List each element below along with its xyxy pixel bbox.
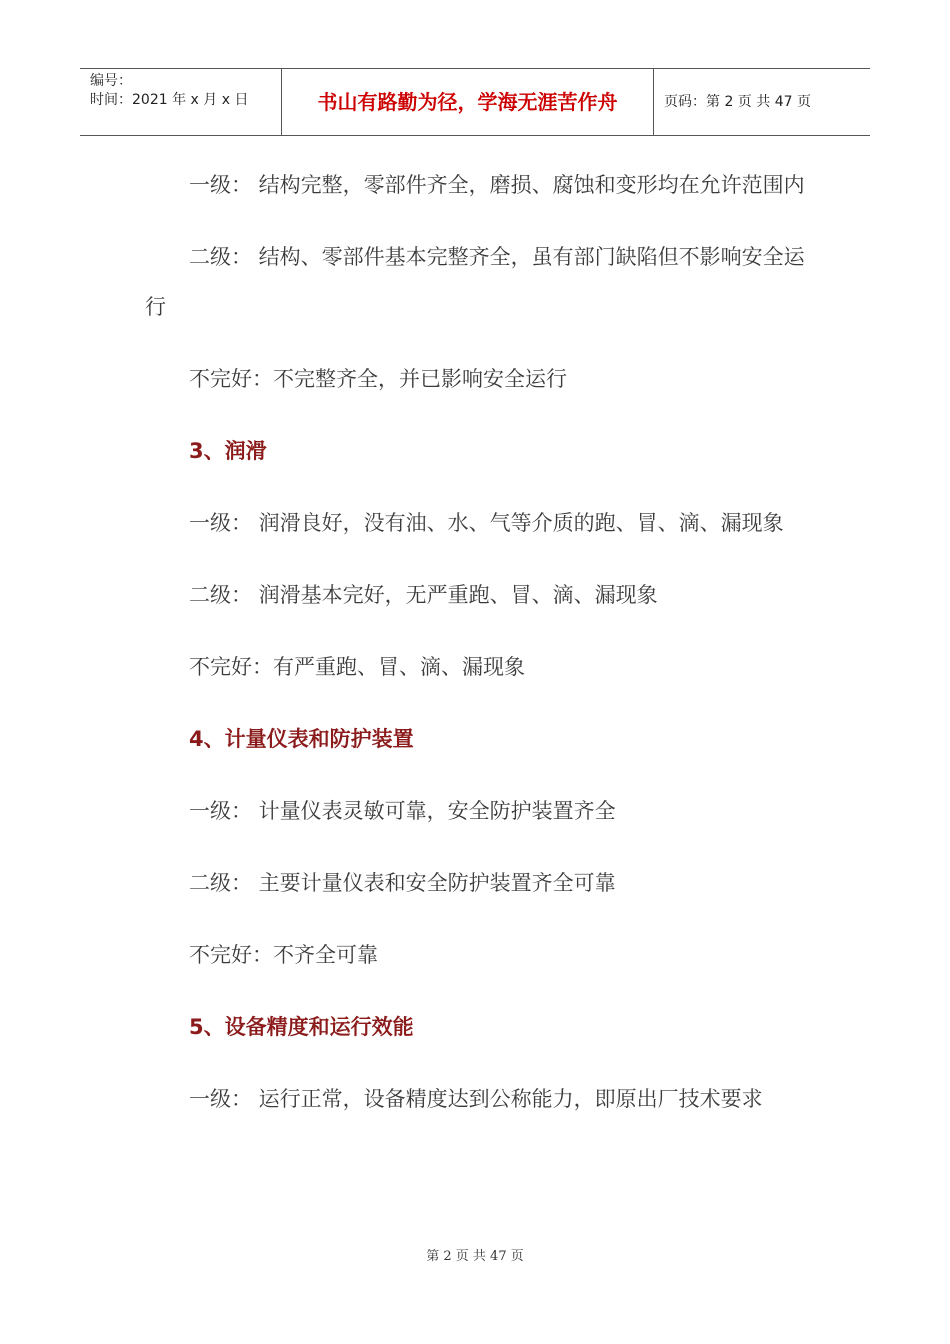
document-body	[145, 160, 805, 1146]
paragraph: 一级： 计量仪表灵敏可靠，安全防护装置齐全	[189, 799, 616, 823]
paragraph: 二级： 结构、零部件基本完整齐全，虽有部门缺陷但不影响安全运行	[145, 245, 805, 319]
section-heading: 4、计量仪表和防护装置	[189, 727, 414, 751]
page-header	[80, 68, 870, 136]
section-heading: 5、设备精度和运行效能	[189, 1015, 414, 1039]
paragraph: 不完好：不齐全可靠	[189, 943, 378, 967]
header-motto: 书山有路勤为径，学海无涯苦作舟	[281, 69, 654, 135]
time-label: 时间：2021 年 x 月 x 日	[90, 92, 249, 108]
page-footer: 第 2 页 共 47 页	[426, 1249, 524, 1264]
header-meta	[80, 69, 281, 135]
paragraph: 二级： 润滑基本完好，无严重跑、冒、滴、漏现象	[189, 583, 658, 607]
section-heading: 3、润滑	[189, 439, 267, 463]
paragraph: 不完好：不完整齐全，并已影响安全运行	[189, 367, 567, 391]
paragraph: 一级： 运行正常，设备精度达到公称能力，即原出厂技术要求	[189, 1087, 763, 1111]
paragraph: 一级： 润滑良好，没有油、水、气等介质的跑、冒、滴、漏现象	[189, 511, 784, 535]
paragraph: 不完好：有严重跑、冒、滴、漏现象	[189, 655, 525, 679]
number-label: 编号：	[90, 73, 132, 89]
paragraph: 二级： 主要计量仪表和安全防护装置齐全可靠	[189, 871, 616, 895]
header-page-info: 页码：第 2 页 共 47 页	[664, 94, 811, 110]
paragraph: 一级： 结构完整，零部件齐全，磨损、腐蚀和变形均在允许范围内	[189, 173, 805, 197]
